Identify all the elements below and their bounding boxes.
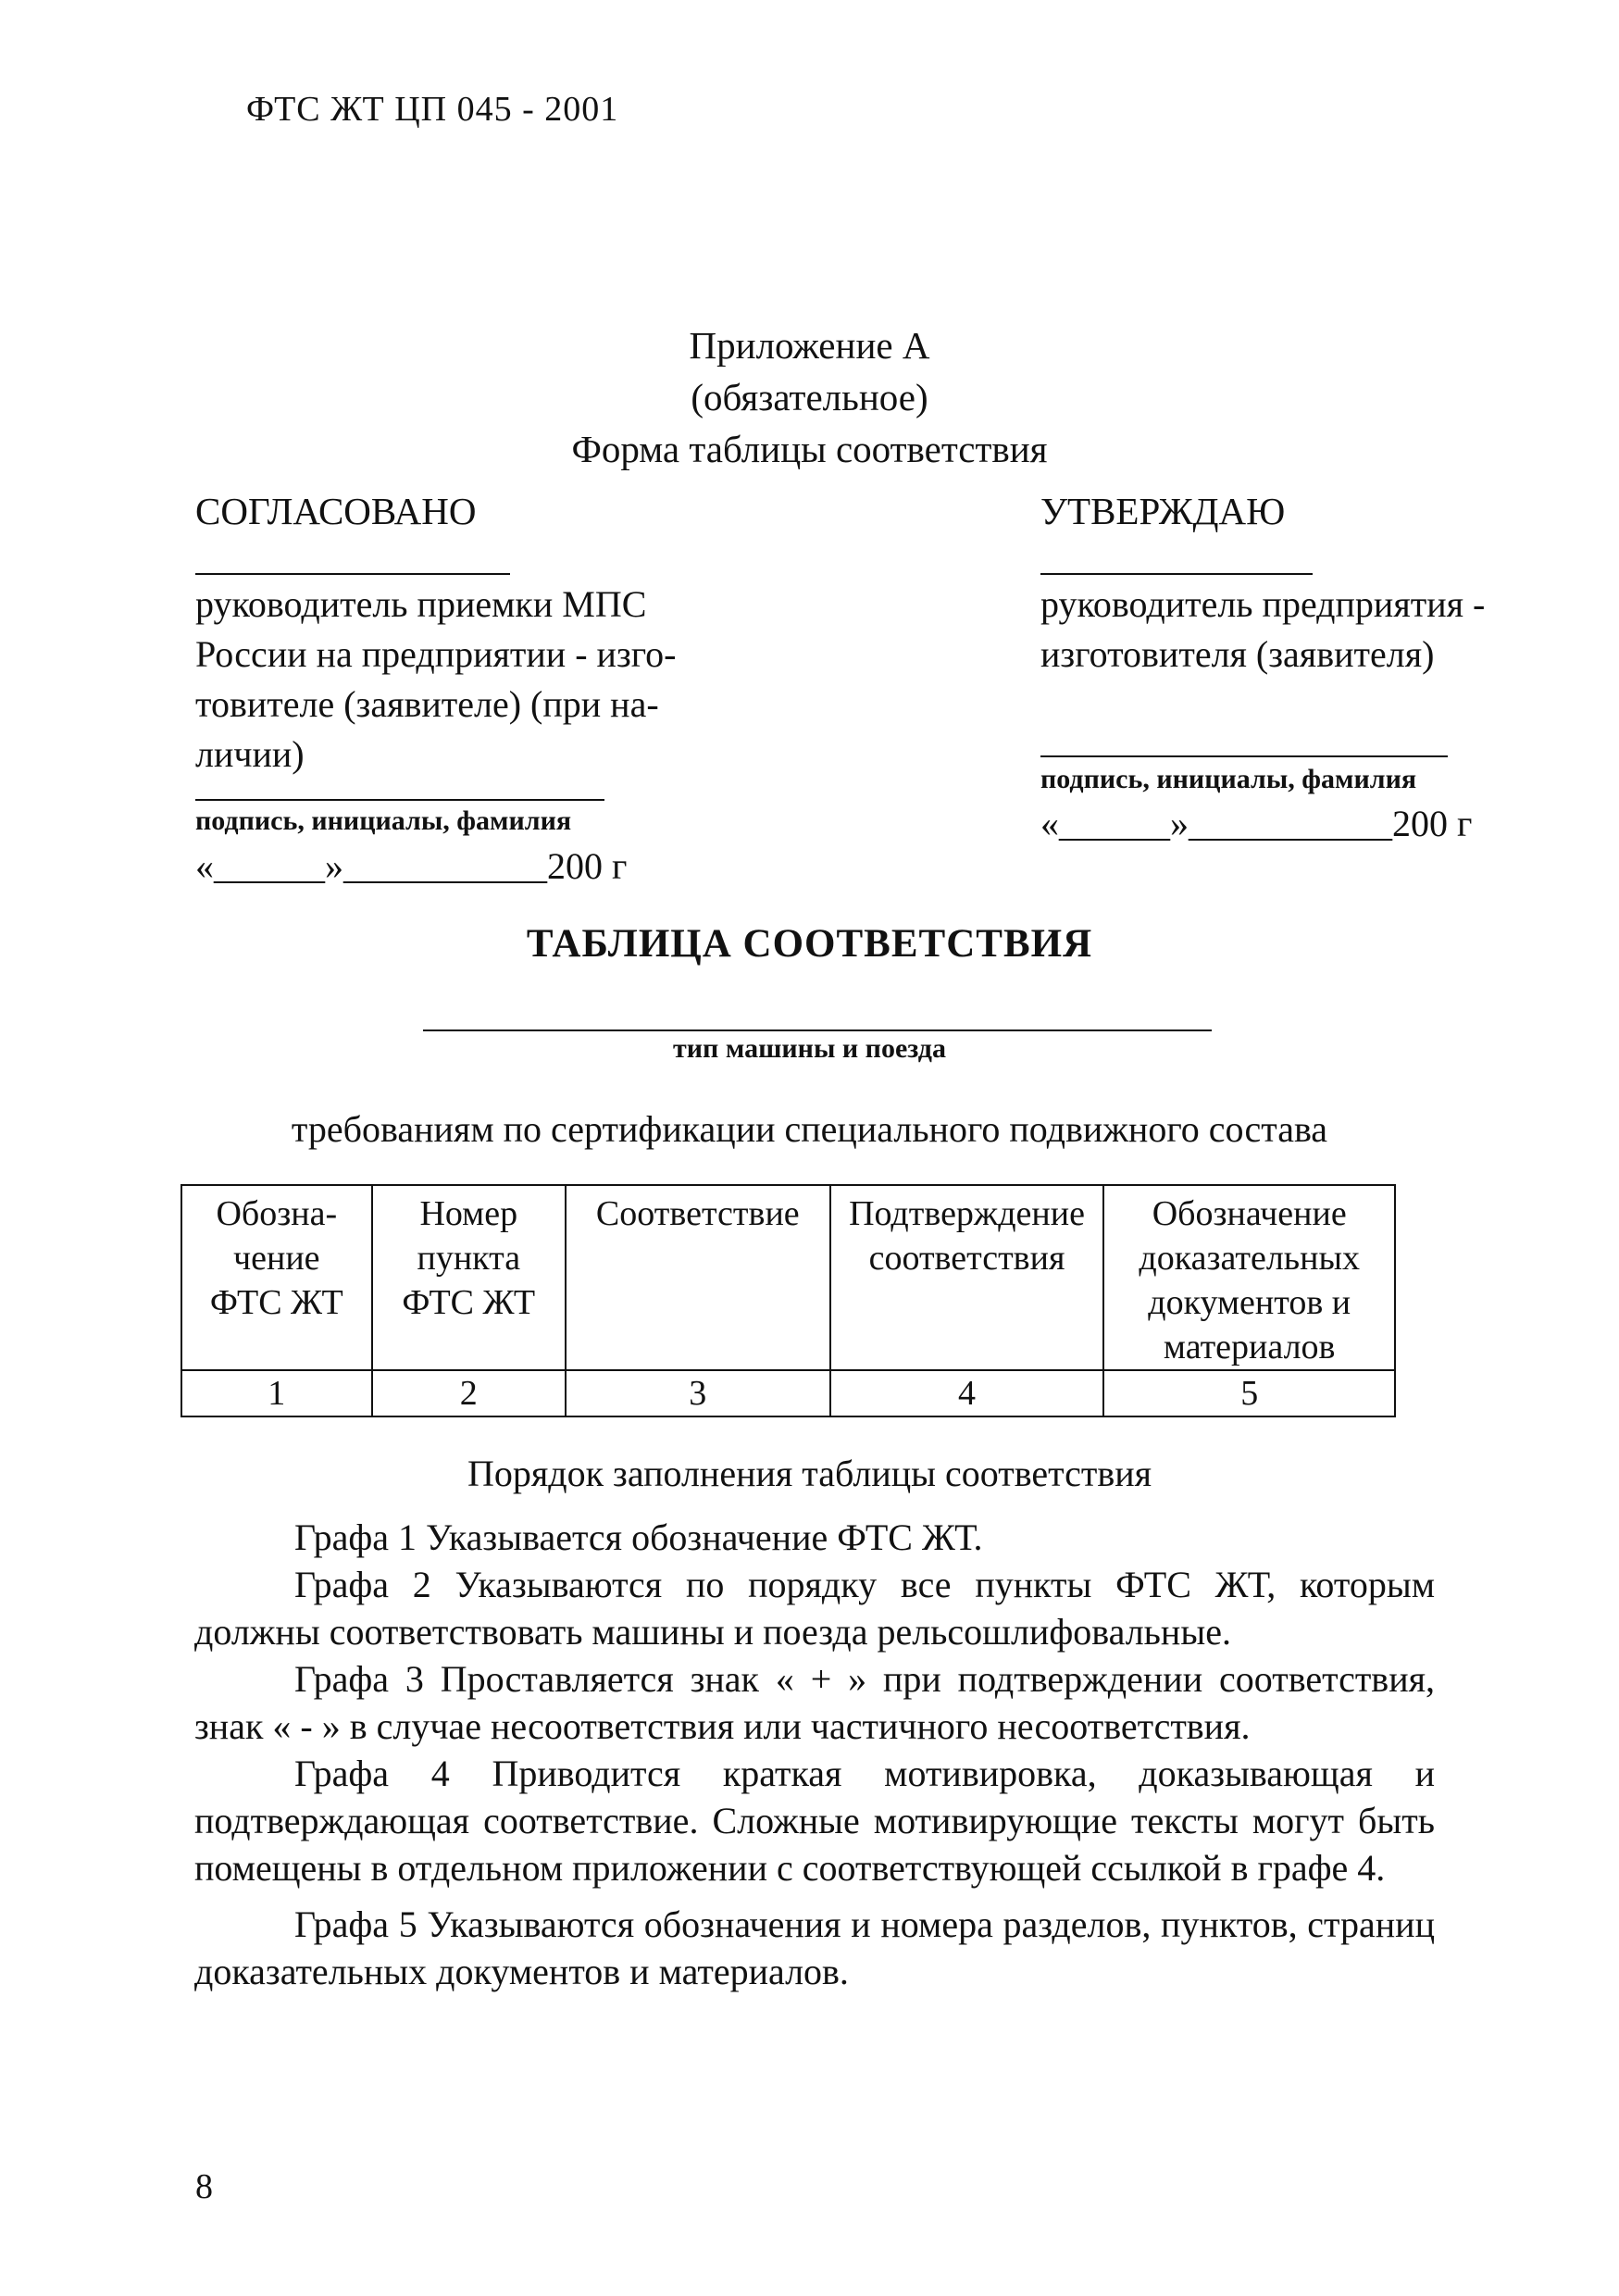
column-number: 4: [830, 1370, 1104, 1416]
fill-order-paragraph: Графа 3 Проставляется знак « + » при подтверждении соответствия, знак « - » в случае несоответствия или частичного несоответствия.: [194, 1658, 1435, 1747]
conformity-table: [181, 1184, 1396, 1417]
type-fill-line: [423, 1029, 1212, 1031]
left-name-line: [195, 573, 510, 575]
header-text: документов и: [1148, 1283, 1351, 1322]
left-role-line: личии): [195, 733, 305, 775]
left-role: [195, 580, 676, 780]
table-number-row: [181, 1370, 1395, 1416]
right-role-line: изготовителя (заявителя): [1040, 633, 1435, 675]
header-text: Номер: [419, 1194, 518, 1233]
fill-order-body: [194, 1514, 1435, 1995]
fill-order-paragraph: Графа 4 Приводится краткая мотивировка, доказывающая и подтверждающая соответствие. Сложные мотивирующие тексты могут быть помещены в отдельном приложении с соответствующей ссылкой в графе 4.: [194, 1753, 1435, 1889]
appendix-title: Приложение А: [689, 324, 930, 367]
left-signature-line: [195, 799, 604, 801]
left-role-line: товителе (заявителе) (при на-: [195, 683, 659, 725]
column-number: 5: [1103, 1370, 1395, 1416]
left-role-line: России на предприятии - изго-: [195, 633, 677, 675]
fill-order-paragraph: Графа 1 Указывается обозначение ФТС ЖТ.: [294, 1516, 983, 1558]
document-title: ТАБЛИЦА СООТВЕТСТВИЯ: [526, 922, 1093, 966]
page-number: 8: [195, 2167, 213, 2206]
header-text: чение: [233, 1239, 320, 1278]
right-date-line: «______»___________200 г: [1040, 803, 1473, 844]
header-text: Обозначение: [1152, 1194, 1347, 1233]
header-text: Подтверждение: [849, 1194, 1085, 1233]
table-header-cell: [830, 1185, 1104, 1370]
left-signature-label: подпись, инициалы, фамилия: [195, 805, 572, 836]
header-text: Обозна-: [216, 1194, 338, 1233]
right-signature-line: [1040, 755, 1448, 757]
document-code: ФТС ЖТ ЦП 045 - 2001: [246, 90, 619, 129]
header-text: ФТС ЖТ: [209, 1283, 343, 1322]
right-name-line: [1040, 573, 1313, 575]
table-header-cell: [181, 1185, 372, 1370]
header-text: доказательных: [1139, 1239, 1361, 1278]
column-number: 3: [566, 1370, 830, 1416]
column-number: 2: [372, 1370, 566, 1416]
right-role-line: руководитель предприятия -: [1040, 583, 1486, 625]
header-text: материалов: [1163, 1328, 1336, 1366]
fill-order-title: Порядок заполнения таблицы соответствия: [467, 1453, 1152, 1494]
table-header-cell: [1103, 1185, 1395, 1370]
header-text: Соответствие: [595, 1194, 800, 1233]
appendix-heading: [0, 319, 1619, 475]
right-role: [1040, 580, 1485, 680]
type-caption: тип машины и поезда: [673, 1033, 946, 1064]
table-header-row: [181, 1185, 1395, 1370]
appendix-form-name: Форма таблицы соответствия: [571, 428, 1048, 470]
approve-heading: УТВЕРЖДАЮ: [1040, 490, 1286, 532]
header-text: ФТС ЖТ: [402, 1283, 536, 1322]
requirements-line: требованиям по сертификации специального подвижного состава: [291, 1108, 1328, 1150]
header-text: пункта: [417, 1239, 521, 1278]
left-date-line: «______»___________200 г: [195, 845, 628, 887]
table-header-cell: [372, 1185, 566, 1370]
column-number: 1: [181, 1370, 372, 1416]
right-signature-label: подпись, инициалы, фамилия: [1040, 764, 1417, 794]
header-text: соответствия: [868, 1239, 1065, 1278]
fill-order-paragraph: Графа 2 Указываются по порядку все пункты ФТС ЖТ, которым должны соответствовать машины и поезда рельсошлифовальные.: [194, 1564, 1435, 1653]
fill-order-paragraph: Графа 5 Указываются обозначения и номера разделов, пунктов, страниц доказательных документов и материалов.: [194, 1903, 1435, 1992]
left-role-line: руководитель приемки МПС: [195, 583, 647, 625]
table-header-cell: [566, 1185, 830, 1370]
appendix-status: (обязательное): [691, 376, 928, 418]
approved-heading: СОГЛАСОВАНО: [195, 490, 477, 532]
